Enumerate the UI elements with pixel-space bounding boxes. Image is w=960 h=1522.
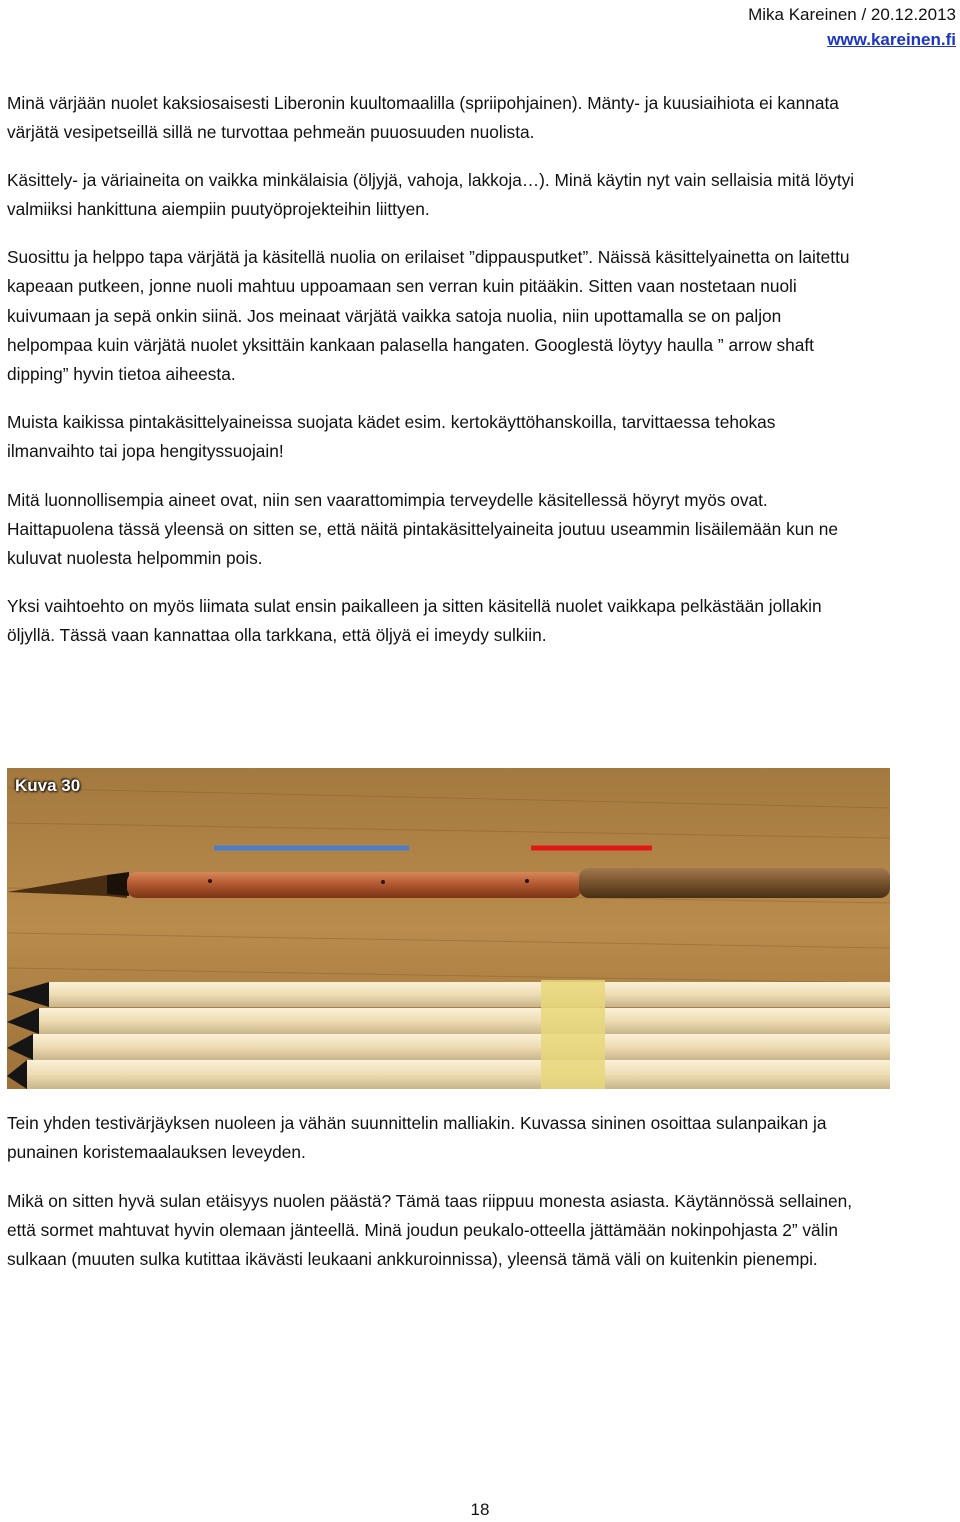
- text-line: että sormet mahtuvat hyvin olemaan jänteellä. Minä joudun peukalo-otteella jättämään nokinpohjasta 2” välin: [7, 1220, 838, 1240]
- text-line: dipping” hyvin tietoa aiheesta.: [7, 364, 236, 384]
- text-line: punainen koristemaalauksen leveyden.: [7, 1142, 306, 1162]
- author-date: Mika Kareinen / 20.12.2013: [748, 5, 956, 24]
- text-line: Yksi vaihtoehto on myös liimata sulat ensin paikalleen ja sitten käsitellä nuolet vaikkapa pelkästään jollakin: [7, 596, 822, 616]
- text-line: ilmanvaihto tai jopa hengityssuojain!: [7, 441, 284, 461]
- text-line: kuluvat nuolesta helpommin pois.: [7, 548, 263, 568]
- text-line: Minä värjään nuolet kaksiosaisesti Liberonin kuultomaalilla (spriipohjainen). Mänty- ja kuusiaihiota ei kannata: [7, 93, 839, 113]
- page-number: 18: [470, 1500, 490, 1519]
- website-link[interactable]: www.kareinen.fi: [827, 30, 956, 49]
- text-line: valmiiksi hankittuna aiempiin puutyöprojekteihin liittyen.: [7, 199, 430, 219]
- text-line: Mikä on sitten hyvä sulan etäisyys nuolen päästä? Tämä taas riippuu monesta asiasta. Käytännössä sellainen,: [7, 1191, 853, 1211]
- text-line: kapeaan putkeen, jonne nuoli mahtuu uppoamaan sen verran kuin pitääkin. Sitten vaan nostetaan nuoli: [7, 276, 797, 296]
- text-line: sulkaan (muuten sulka kutittaa ikävästi leukaani ankkuroinnissa), yleensä tämä väli on kuitenkin pienempi.: [7, 1249, 818, 1269]
- text-line: Mitä luonnollisempia aineet ovat, niin sen vaarattomimpia terveydelle käsitellessä höyryt myös ovat.: [7, 490, 768, 510]
- text-line: Haittapuolena tässä yleensä on sitten se, että näitä pintakäsittelyaineita joutuu useammin lisäilemään kun ne: [7, 519, 838, 539]
- text-line: värjätä vesipetseillä sillä ne turvottaa pehmeän puuosuuden nuolista.: [7, 122, 535, 142]
- text-line: Muista kaikissa pintakäsittelyaineissa suojata kädet esim. kertokäyttöhanskoilla, tarvittaessa tehokas: [7, 412, 776, 432]
- text-line: Tein yhden testivärjäyksen nuoleen ja vähän suunnittelin malliakin. Kuvassa sininen osoittaa sulanpaikan ja: [7, 1113, 827, 1133]
- arrow-photo-graphic: [7, 768, 890, 1089]
- photo-label: Kuva 30: [15, 776, 81, 795]
- arrow-photo: [7, 768, 890, 1089]
- text-line: kuivumaan ja sepä onkin siinä. Jos meinaat värjätä vaikka satoja nuolia, niin upottamalla se on paljon: [7, 306, 782, 326]
- text-line: helpompaa kuin värjätä nuolet yksittäin kankaan palasella hangaten. Googlestä löytyy haulla ” arrow shaft: [7, 335, 814, 355]
- text-line: öljyllä. Tässä vaan kannattaa olla tarkkana, että öljyä ei imeydy sulkiin.: [7, 625, 547, 645]
- text-line: Suosittu ja helppo tapa värjätä ja käsitellä nuolia on erilaiset ”dippausputket”. Näissä käsittelyainetta on laitettu: [7, 247, 850, 267]
- text-line: Käsittely- ja väriaineita on vaikka minkälaisia (öljyjä, vahoja, lakkoja…). Minä käytin nyt vain sellaisia mitä löytyi: [7, 170, 855, 190]
- page-header: [748, 2, 956, 52]
